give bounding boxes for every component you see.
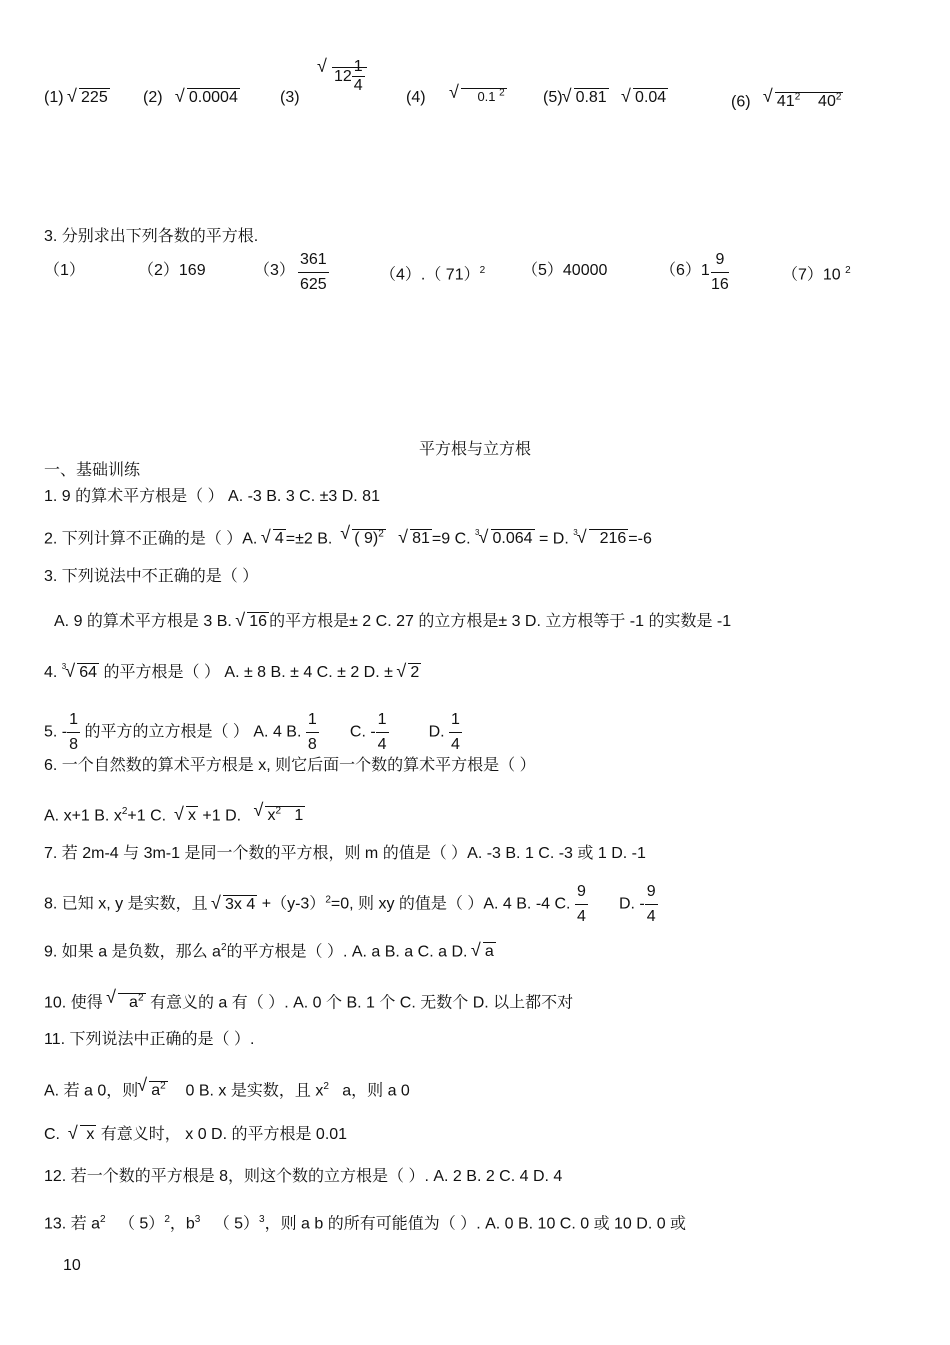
question-6-options: A. x+1 B. $x^2+1$ C. √ x +1 D. √ $x^2$ 1 <box>44 802 305 826</box>
sqrt-225: √ 225 <box>68 88 110 108</box>
sqrt-mixed-number: √ 12 $\frac{1}{4}$ <box>318 58 367 95</box>
row1 <box>44 88 110 108</box>
question-9: 9. 如果 a 是负数，那么 $a^2$的平方根是（ ）. A. a B. a C. a D. √ a <box>44 938 496 962</box>
row1-item6: (6) √ $41^2$ $40^2$ <box>731 88 843 112</box>
q3-title: 3. 分别求出下列各数的平方根. <box>44 228 259 245</box>
sqrt-01-squared: √ 0.1 $^2$ <box>450 84 507 107</box>
sqrt-00004: √ 0.0004 <box>176 88 240 108</box>
item-2-label: (2) <box>143 89 163 106</box>
q3-p3: （3） <box>254 262 295 279</box>
part-heading: 一、基础训练 <box>44 462 141 479</box>
item-1-label: (1) <box>44 89 64 106</box>
q3-p5: （5）40000 <box>522 262 608 279</box>
q3-p4: （4）.（ 71）$^2$ <box>380 265 486 284</box>
question-3-options: A. 9 的算术平方根是 3 B. √ 16 的平方根是± 2 C. 27 的立方根是± 3 D. 立方根等于 -1 的实数是 -1 <box>54 612 731 632</box>
question-12: 12. 若一个数的平方根是 8，则这个数的立方根是（ ）. A. 2 B. 2 C. 4 D. 4 <box>44 1168 563 1185</box>
item-4-label: (4) <box>406 89 426 106</box>
question-11-options-cd: C. √ x 有意义时， x 0 D. 的平方根是 0.01 <box>44 1125 347 1145</box>
item-6-label: (6) <box>731 93 751 111</box>
question-11: 11. 下列说法中正确的是（ ）. <box>44 1031 255 1048</box>
question-5: 5. - $\frac{1}{8}$ 的平方的立方根是（ ） A. 4 B. $\frac{1}{8}$ C. - $\frac{1}{4}$ D. $\frac{1}{4}$ <box>44 708 462 757</box>
q3-p7: （7）10 $^2$ <box>782 265 851 284</box>
question-7: 7. 若 2m-4 与 3m-1 是同一个数的平方根，则 m 的值是（ ）A. -3 B. 1 C. -3 或 1 D. -1 <box>44 845 646 862</box>
q3-p3-fraction: $\frac{361}{625}$ <box>298 248 329 297</box>
item-3-label: (3) <box>280 89 300 106</box>
q3-p1: （1） <box>44 262 85 279</box>
row1-item3 <box>280 88 300 108</box>
q3-p6: （6）1 <box>660 262 710 279</box>
question-4: 4. $^3$√ 64 的平方根是（ ） A. ± 8 B. ± 4 C. ± 2 D. ± √ 2 <box>44 663 421 685</box>
row1-item4 <box>406 88 426 108</box>
question-1: 1. 9 的算术平方根是（ ） A. -3 B. 3 C. ±3 D. 81 <box>44 488 380 505</box>
question-2: 2. 下列计算不正确的是（ ）A. √ 4 =±2 B. √ ( 9)$^2$ √ 81 =9 C. $^3$√ 0.064 = D. $^3$√ 216 =-6 <box>44 525 652 551</box>
question-13: 13. 若 $a^2$ （ 5）$^2$，$b^3$ （ 5）$^3$，则 a b 的所有可能值为（ ）. A. 0 B. 10 C. 0 或 10 D. 0 或 <box>44 1214 687 1233</box>
q3-p2: （2）169 <box>138 262 206 279</box>
item-5-label: (5) <box>543 89 563 106</box>
question-10: 10. 使得 √ $a^2$ 有意义的 a 有（ ）. A. 0 个 B. 1 个 C. 无数个 D. 以上都不对 <box>44 989 573 1013</box>
question-13-continued: 10 <box>63 1257 81 1274</box>
q3-p6-fraction: $\frac{9}{16}$ <box>711 248 729 297</box>
row1-item5: (5)√ 0.81 √ 0.04 <box>543 88 668 108</box>
question-6: 6. 一个自然数的算术平方根是 x, 则它后面一个数的算术平方根是（ ） <box>44 757 536 774</box>
row1-item2 <box>143 88 240 108</box>
question-11-options-ab: A. 若 a 0，则√ $a^2$ 0 B. x 是实数，且 $x^2$ a，则 a 0 <box>44 1077 410 1101</box>
question-3: 3. 下列说法中不正确的是（ ） <box>44 568 259 585</box>
question-8: 8. 已知 x, y 是实数，且 √ 3x $4 +(y-3)^2=0$, 则 xy 的值是（ ）A. 4 B. -4 C. $\frac{9}{4}$ D. - $\frac{9}{4}$ <box>44 880 658 929</box>
section-title: 平方根与立方根 <box>418 439 531 458</box>
